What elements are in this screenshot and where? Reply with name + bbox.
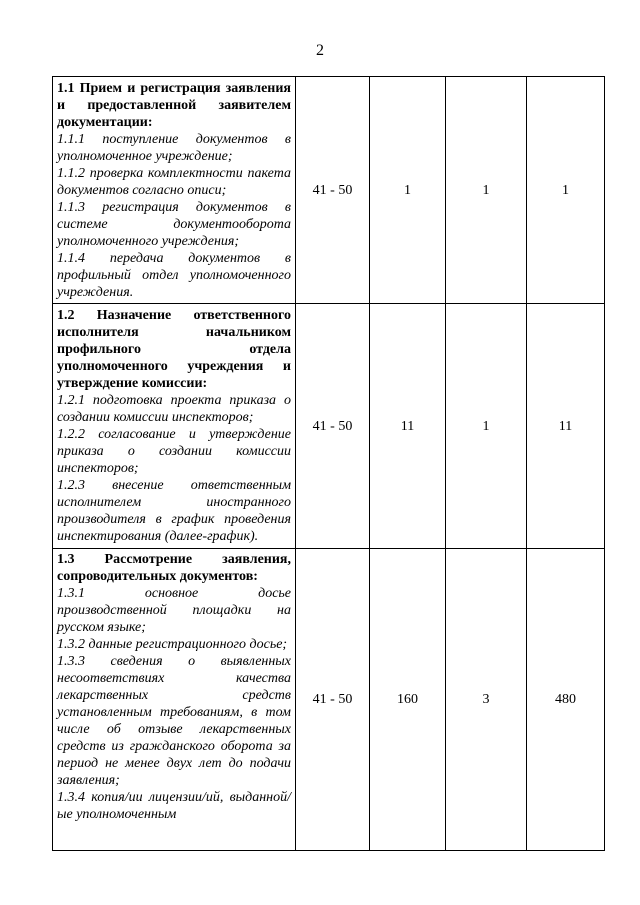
- row-heading: 1.2 Назначение ответственного исполнителя начальником профильного отдела уполномоченного учреждения и утверждение комиссии:: [57, 308, 291, 391]
- row-col3: 160: [370, 549, 446, 851]
- row-col2: 41 - 50: [296, 549, 370, 851]
- row-item: 1.1.1 поступление документов в уполномоченное учреждение;: [57, 131, 291, 164]
- row-item: 1.2.3 внесение ответственным исполнителем иностранного производителя в график проведения инспектирования (далее-график).: [57, 478, 291, 544]
- row-description: [53, 77, 296, 304]
- row-item: 1.1.2 проверка комплектности пакета документов согласно описи;: [57, 165, 291, 198]
- row-heading: 1.1 Прием и регистрация заявления и предоставленной заявителем документации:: [57, 80, 291, 130]
- row-item: 1.1.3 регистрация документов в системе документооборота уполномоченного учреждения;: [57, 199, 291, 249]
- row-description: [53, 549, 296, 851]
- row-item: 1.1.4 передача документов в профильный отдел уполномоченного учреждения.: [57, 250, 291, 300]
- table-row: [53, 549, 605, 851]
- row-item: 1.3.1 основное досье производственной площадки на русском языке;: [57, 586, 291, 635]
- row-item: 1.3.4 копия/ии лицензии/ий, выданной/ые уполномоченным: [57, 790, 291, 822]
- row-item: 1.2.1 подготовка проекта приказа о создании комиссии инспекторов;: [57, 393, 291, 425]
- row-item: 1.3.2 данные регистрационного досье;: [57, 637, 288, 652]
- row-col4: 1: [446, 77, 527, 304]
- row-col2: 41 - 50: [296, 77, 370, 304]
- row-heading: 1.3 Рассмотрение заявления, сопроводительных документов:: [57, 552, 291, 584]
- table-row: [53, 304, 605, 549]
- row-col5: 1: [527, 77, 605, 304]
- row-item: 1.3.3 сведения о выявленных несоответствиях качества лекарственных средств установленным требованиям, в том числе об отзыве лекарственных средств из гражданского оборота за период не менее двух лет до подачи заявления;: [57, 654, 291, 788]
- procedure-table: [52, 76, 605, 851]
- row-col4: 1: [446, 304, 527, 549]
- row-item: 1.2.2 согласование и утверждение приказа о создании комиссии инспекторов;: [57, 427, 291, 476]
- row-col5: 480: [527, 549, 605, 851]
- page-number: 2: [316, 42, 324, 59]
- row-col2: 41 - 50: [296, 304, 370, 549]
- row-description: [53, 304, 296, 549]
- row-col3: 1: [370, 77, 446, 304]
- row-col5: 11: [527, 304, 605, 549]
- row-col4: 3: [446, 549, 527, 851]
- row-col3: 11: [370, 304, 446, 549]
- table-row: [53, 77, 605, 304]
